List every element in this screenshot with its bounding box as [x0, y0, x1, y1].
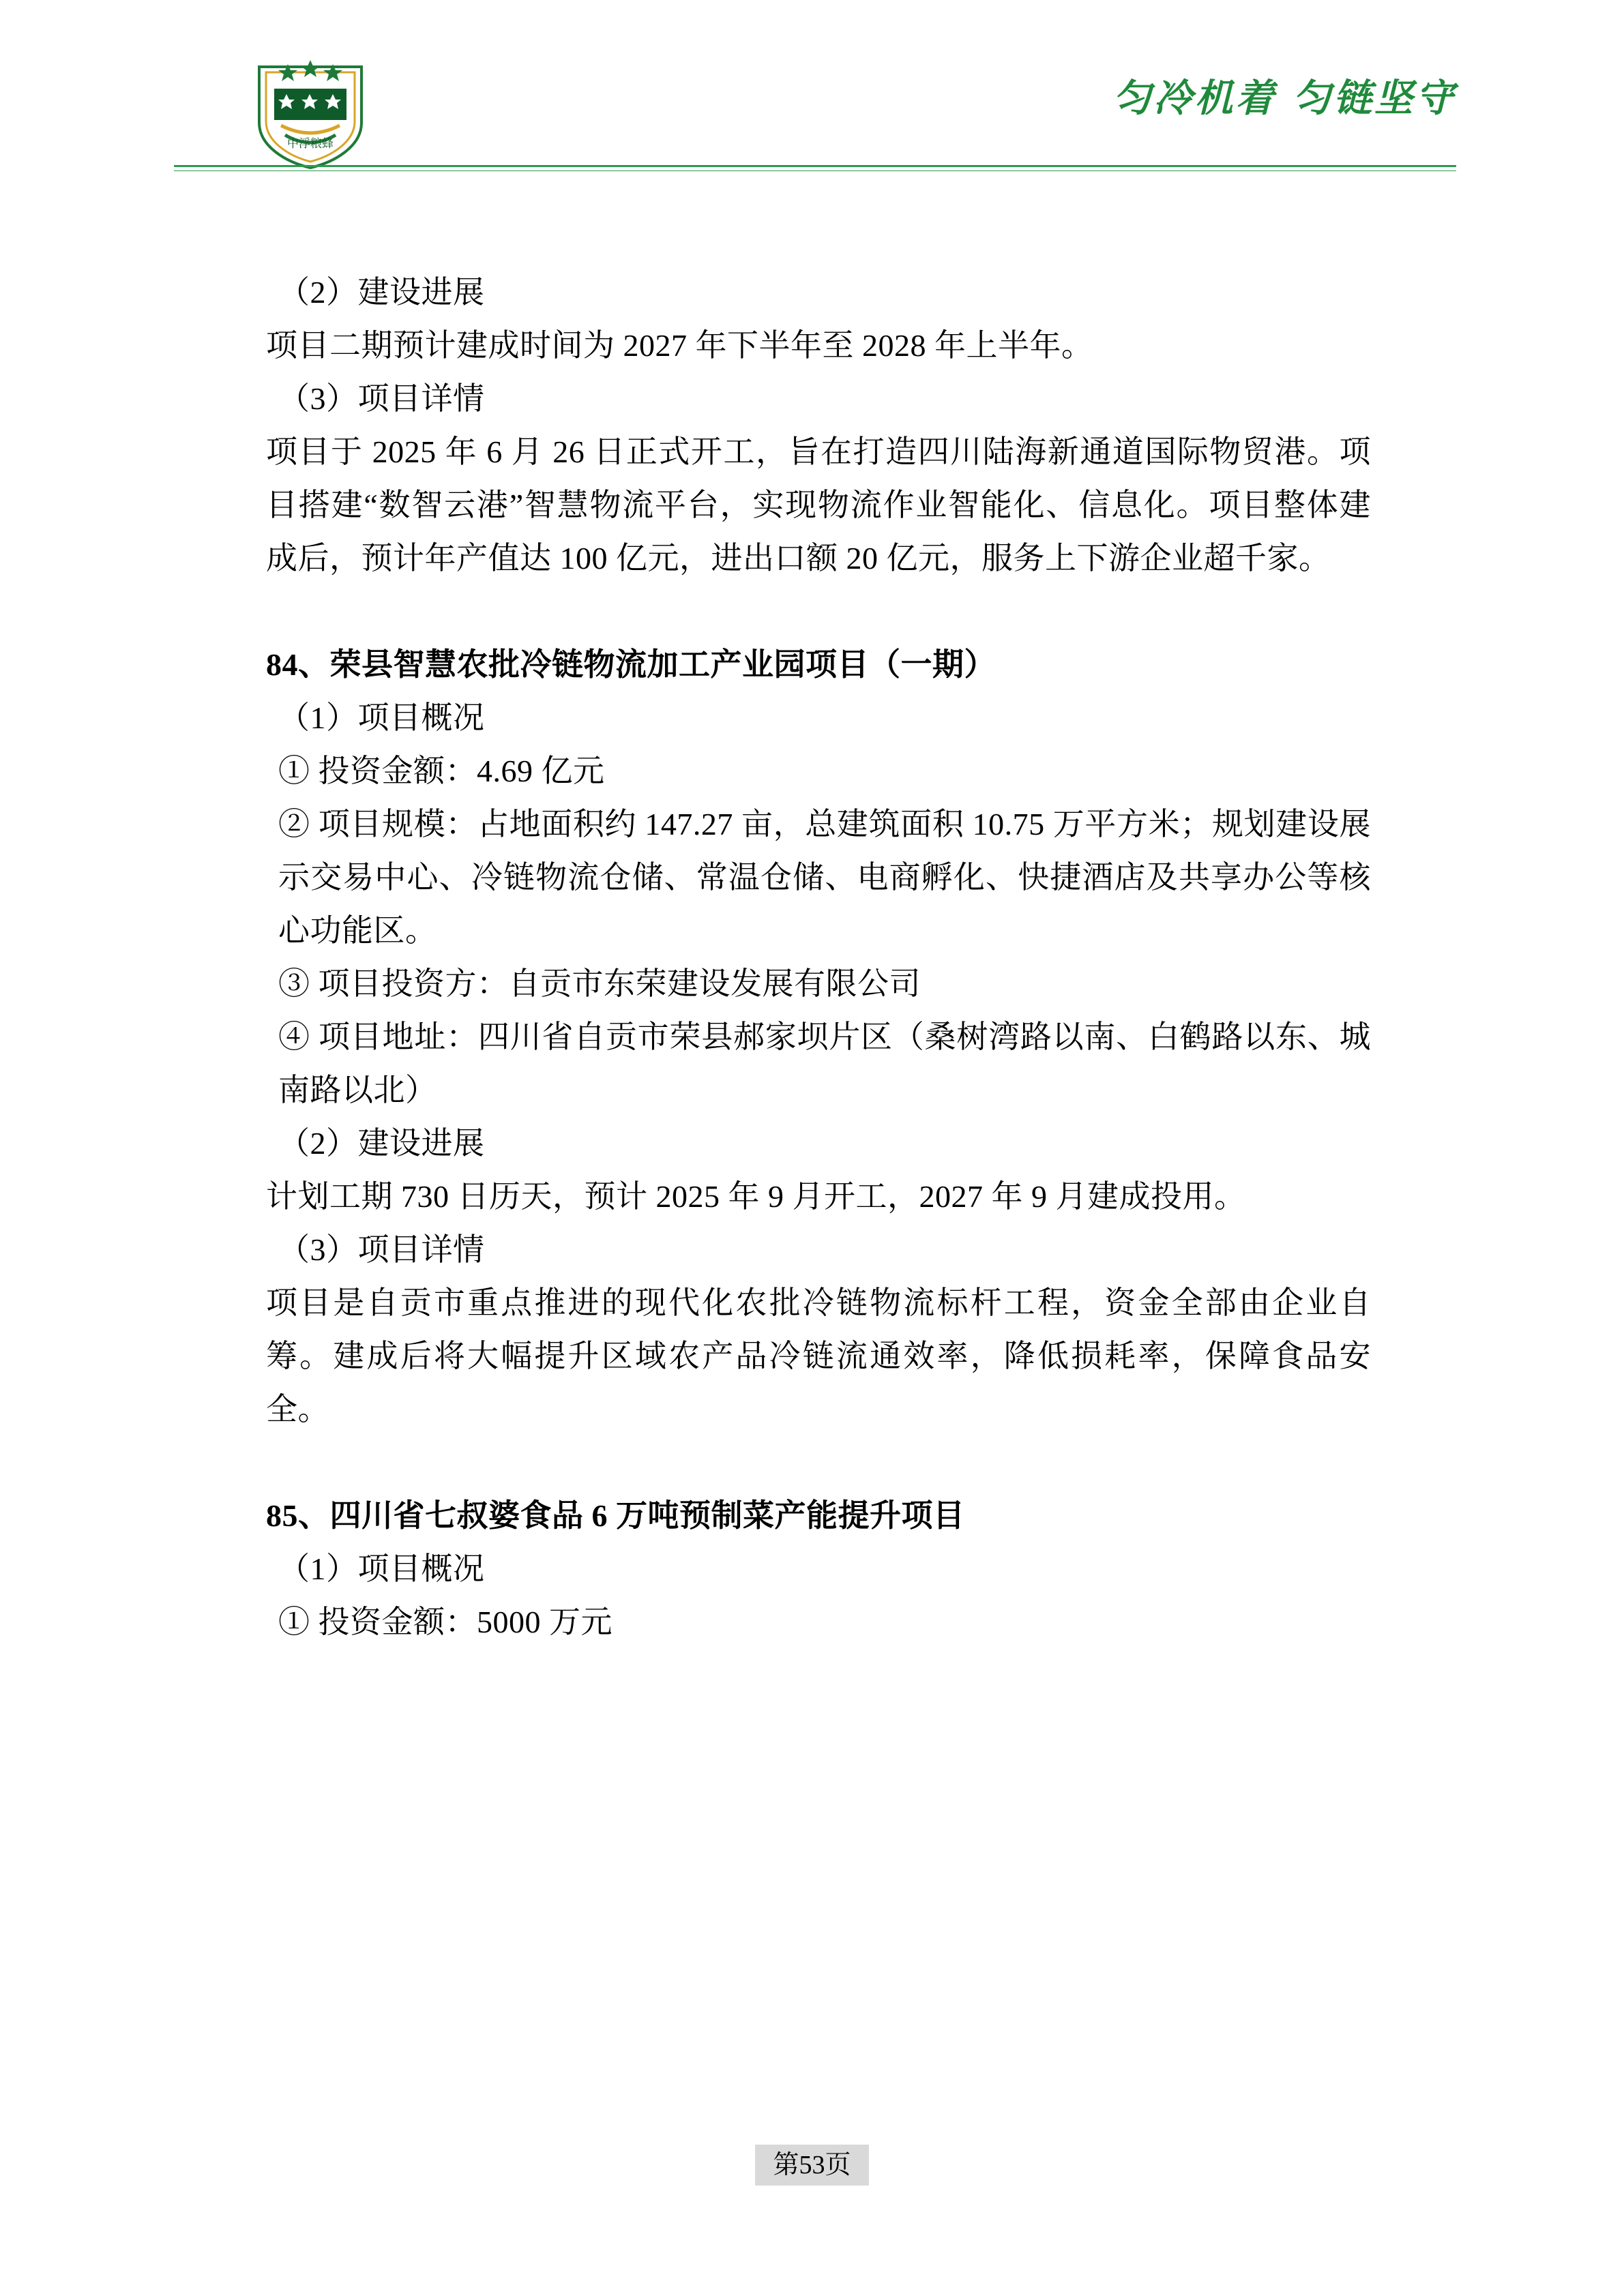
- paragraph-construction-progress-label-84: （2）建设进展: [278, 1126, 485, 1161]
- paragraph-project-detail-text-84: 项目是自贡市重点推进的现代化农批冷链物流标杆工程，资金全部由企业自筹。建成后将大幅提升区域农产品冷链流通效率，降低损耗率，保障食品安全。: [266, 1285, 1371, 1427]
- header-divider-thin: [174, 170, 1456, 171]
- paragraph-investor-84: ③ 项目投资方：自贡市东荣建设发展有限公司: [278, 966, 921, 1001]
- page-header: [0, 0, 1624, 205]
- paragraph-address-84: ④ 项目地址：四川省自贡市荣县郝家坝片区（桑树湾路以南、白鹤路以东、城南路以北）: [278, 1019, 1371, 1107]
- section-spacer-1: [266, 585, 1371, 638]
- paragraph-project-detail-label-84: （3）项目详情: [278, 1232, 485, 1267]
- paragraph-construction-progress-label-1: （2）建设进展: [278, 275, 485, 310]
- paragraph-overview-label-85: （1）项目概况: [278, 1551, 485, 1586]
- page-number: 第53页: [755, 2145, 868, 2186]
- paragraph-investment-amount-85: ① 投资金额：5000 万元: [278, 1605, 612, 1639]
- paragraph-overview-label-84: （1）项目概况: [278, 700, 485, 735]
- page-footer: [0, 2145, 1624, 2186]
- paragraph-project-detail-text-1: 项目于 2025 年 6 月 26 日正式开工，旨在打造四川陆海新通道国际物贸港。项目搭建“数智云港”智慧物流平台，实现物流作业智能化、信息化。项目整体建成后，预计年产值达 100 亿元，进出口额 20 亿元，服务上下游企业超千家。: [266, 434, 1371, 576]
- header-divider-thick: [174, 165, 1456, 167]
- section-spacer-2: [266, 1436, 1371, 1489]
- paragraph-construction-progress-text-84: 计划工期 730 日历天，预计 2025 年 9 月开工，2027 年 9 月建成投用。: [266, 1179, 1246, 1214]
- header-inner: [174, 48, 1456, 170]
- paragraph-construction-progress-text-1: 项目二期预计建成时间为 2027 年下半年至 2028 年上半年。: [266, 328, 1093, 363]
- paragraph-project-detail-label-1: （3）项目详情: [278, 381, 485, 416]
- heading-project-84: 84、荣县智慧农批冷链物流加工产业园项目（一期）: [266, 647, 996, 682]
- paragraph-investment-amount-84: ① 投资金额：4.69 亿元: [278, 754, 605, 788]
- header-slogan: 匀冷机着 匀链坚守: [1112, 76, 1456, 121]
- heading-project-85: 85、四川省七叔婆食品 6 万吨预制菜产能提升项目: [266, 1498, 965, 1533]
- paragraph-project-scale-84: ② 项目规模：占地面积约 147.27 亩，总建筑面积 10.75 万平方米；规划建设展示交易中心、冷链物流仓储、常温仓储、电商孵化、快捷酒店及共享办公等核心功能区。: [278, 807, 1371, 948]
- document-body: [266, 266, 1371, 1649]
- svg-text:中浮粮蜂: 中浮粮蜂: [287, 137, 334, 151]
- company-logo: [239, 55, 382, 174]
